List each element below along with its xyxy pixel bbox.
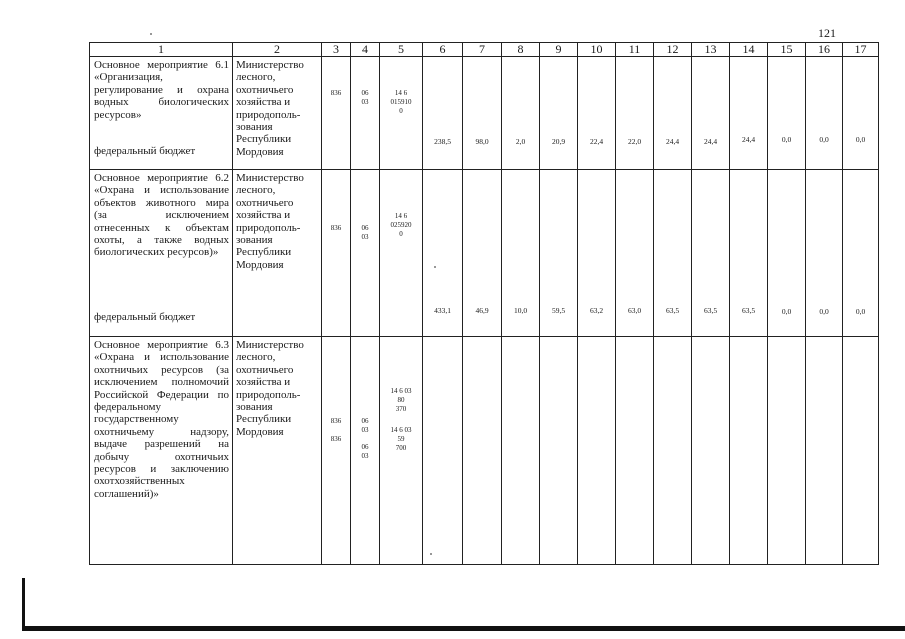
value-text: 24,4	[741, 135, 756, 144]
value-cell	[578, 170, 616, 337]
col-header-16: 16	[806, 43, 843, 57]
header-row	[90, 43, 879, 57]
scan-speck	[434, 266, 436, 268]
value-cell	[768, 57, 806, 170]
value-text: 433,1	[434, 306, 451, 315]
value-cell	[616, 170, 654, 337]
csr-code	[380, 337, 423, 565]
rzpr-code	[351, 170, 380, 337]
value-cell	[730, 170, 768, 337]
value-cell	[578, 57, 616, 170]
value-cell	[423, 57, 463, 170]
scan-edge-bottom	[22, 626, 905, 631]
value-text: 24,4	[665, 137, 680, 146]
value-cell	[654, 170, 692, 337]
rzpr-code	[351, 337, 380, 565]
value-text: 238,5	[434, 137, 451, 146]
col-header-7: 7	[463, 43, 502, 57]
value-cell	[502, 337, 540, 565]
value-cell	[423, 170, 463, 337]
value-cell	[843, 57, 879, 170]
activity-cell	[90, 337, 233, 565]
col-header-1: 1	[90, 43, 233, 57]
value-text: 63,5	[741, 306, 756, 315]
activity-cell	[90, 57, 233, 170]
page-number: 121	[818, 26, 836, 40]
value-text: 10,0	[513, 306, 528, 315]
grbs-code-value: 836	[330, 89, 342, 97]
col-header-3: 3	[322, 43, 351, 57]
value-cell	[692, 170, 730, 337]
col-header-8: 8	[502, 43, 540, 57]
csr-code-value: 14 6 015910 0	[390, 89, 412, 115]
rzpr-code-value: 06 03	[361, 224, 369, 241]
value-text: 2,0	[515, 137, 526, 146]
value-text: 0,0	[855, 307, 866, 316]
funding-source-label: федеральный бюджет	[94, 145, 196, 157]
value-cell	[806, 337, 843, 565]
value-text: 63,0	[627, 306, 642, 315]
grbs-code-value: 836	[330, 435, 342, 443]
value-cell	[654, 337, 692, 565]
grbs-code	[322, 57, 351, 170]
value-text: 59,5	[551, 306, 566, 315]
value-text: 22,4	[589, 137, 604, 146]
grbs-code-value: 836	[330, 224, 342, 232]
value-text: 0,0	[819, 135, 829, 144]
csr-code-value: 14 6 025920 0	[390, 212, 412, 238]
value-cell	[540, 57, 578, 170]
executor-cell: Министерство лесного, охотничьего хозяйства и природополь-зования Республики Мордовия	[233, 57, 322, 170]
col-header-11: 11	[616, 43, 654, 57]
col-header-4: 4	[351, 43, 380, 57]
col-header-2: 2	[233, 43, 322, 57]
rzpr-code	[351, 57, 380, 170]
col-header-17: 17	[843, 43, 879, 57]
value-text: 46,9	[475, 306, 489, 315]
value-text: 63,5	[703, 306, 718, 315]
activity-text: Основное мероприятие 6.3 «Охрана и использование охотничьих ресурсов (за исключением полномочий Российской Федерации по федеральному государственному охотничьему надзору, выдаче разрешений на добычу охотничьих ресурсов и заключению охотхозяйственных соглашений)»	[94, 339, 229, 500]
csr-code-value: 14 6 03 80 370	[390, 387, 412, 413]
scan-speck	[430, 553, 432, 555]
value-cell	[463, 57, 502, 170]
value-cell	[540, 337, 578, 565]
budget-table	[89, 42, 879, 565]
col-header-10: 10	[578, 43, 616, 57]
value-text: 0,0	[781, 135, 792, 144]
value-cell	[423, 337, 463, 565]
rzpr-code-value: 06 03	[361, 417, 369, 434]
value-text: 0,0	[855, 135, 866, 144]
value-cell	[730, 337, 768, 565]
csr-code	[380, 57, 423, 170]
value-cell	[843, 337, 879, 565]
value-cell	[843, 170, 879, 337]
value-cell	[692, 337, 730, 565]
value-cell	[654, 57, 692, 170]
value-text: 0,0	[781, 307, 792, 316]
value-cell	[463, 337, 502, 565]
csr-code-value: 14 6 03 59 700	[390, 426, 412, 452]
value-cell	[730, 57, 768, 170]
grbs-code-value: 836	[330, 417, 342, 425]
value-cell	[540, 170, 578, 337]
scan-speck	[150, 33, 152, 35]
value-text: 20,9	[551, 137, 566, 146]
grbs-code	[322, 170, 351, 337]
rzpr-code-value: 06 03	[361, 443, 369, 460]
value-cell	[502, 170, 540, 337]
table-row	[90, 57, 879, 170]
value-cell	[502, 57, 540, 170]
activity-cell	[90, 170, 233, 337]
value-text: 24,4	[703, 137, 718, 146]
grbs-code	[322, 337, 351, 565]
value-cell	[768, 337, 806, 565]
col-header-14: 14	[730, 43, 768, 57]
value-cell	[692, 57, 730, 170]
col-header-15: 15	[768, 43, 806, 57]
table-row	[90, 170, 879, 337]
col-header-5: 5	[380, 43, 423, 57]
value-cell	[463, 170, 502, 337]
value-cell	[806, 57, 843, 170]
executor-cell: Министерство лесного, охотничьего хозяйства и природополь-зования Республики Мордовия	[233, 170, 322, 337]
col-header-12: 12	[654, 43, 692, 57]
value-cell	[578, 337, 616, 565]
col-header-6: 6	[423, 43, 463, 57]
value-text: 63,5	[665, 306, 680, 315]
value-text: 22,0	[627, 137, 642, 146]
rzpr-code-value: 06 03	[361, 89, 369, 106]
activity-text: Основное мероприятие 6.2 «Охрана и использование объектов животного мира (за исключением отнесенных к объектам охоты, а также водных биологических ресурсов)»	[94, 172, 229, 259]
col-header-13: 13	[692, 43, 730, 57]
csr-code	[380, 170, 423, 337]
scan-edge-left	[22, 578, 25, 631]
value-cell	[616, 337, 654, 565]
value-cell	[806, 170, 843, 337]
value-cell	[616, 57, 654, 170]
funding-source-label: федеральный бюджет	[94, 311, 196, 323]
value-text: 63,2	[589, 306, 604, 315]
col-header-9: 9	[540, 43, 578, 57]
activity-text: Основное мероприятие 6.1 «Организация, регулирование и охрана водных биологических ресурсов»	[94, 59, 229, 121]
value-text: 0,0	[819, 307, 829, 316]
value-cell	[768, 170, 806, 337]
table-row	[90, 337, 879, 565]
value-text: 98,0	[475, 137, 489, 146]
executor-cell: Министерство лесного, охотничьего хозяйства и природополь-зования Республики Мордовия	[233, 337, 322, 565]
